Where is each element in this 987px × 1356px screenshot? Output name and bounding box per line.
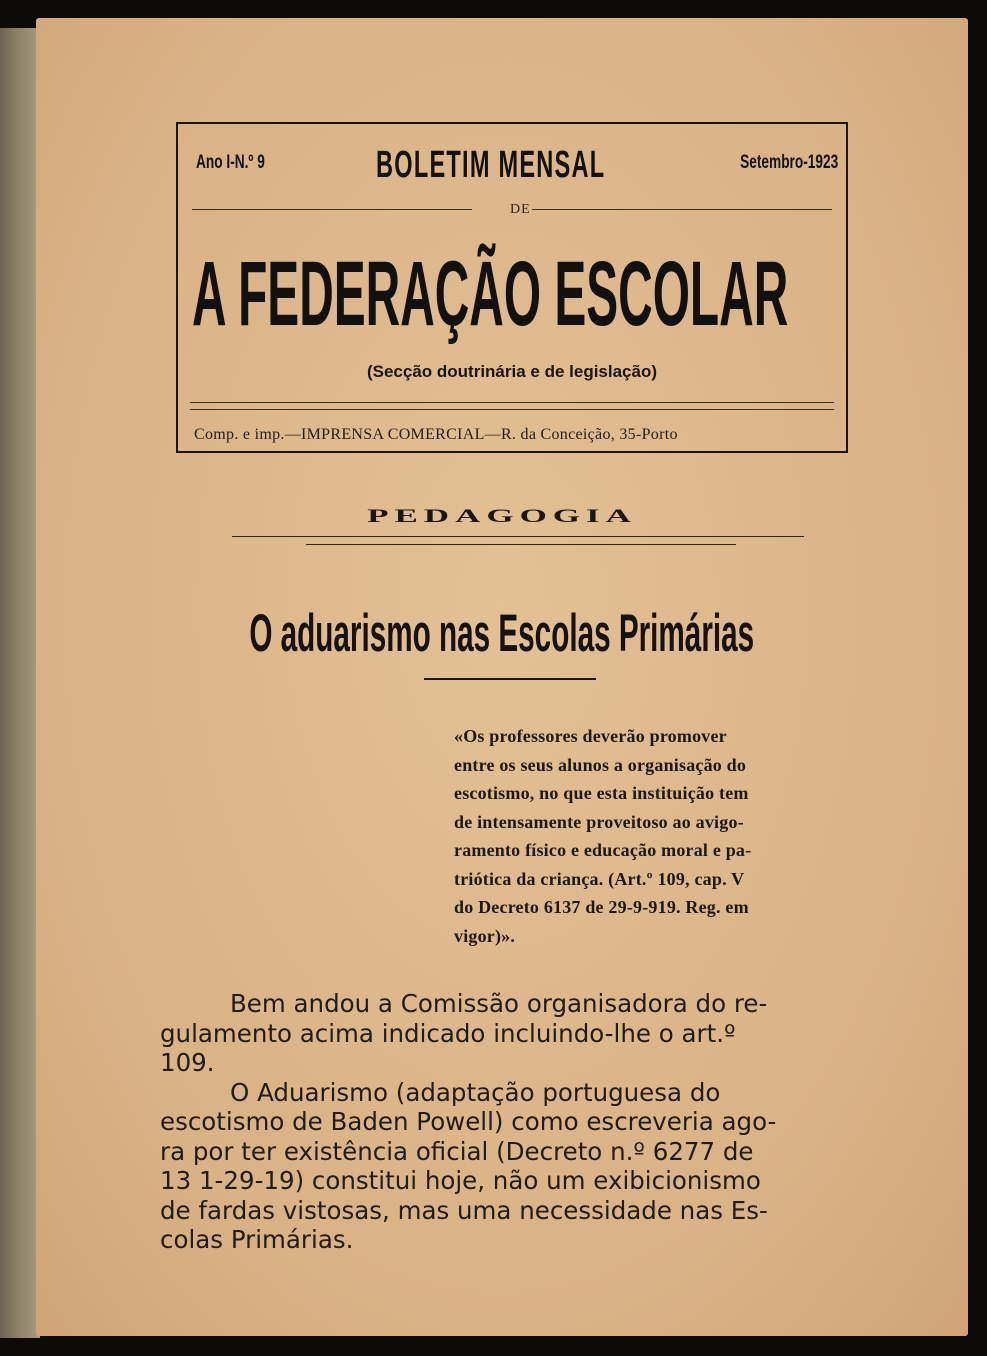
body-line: Bem andou a Comissão organisadora do re- [230,989,768,1018]
masthead-subtitle: (Secção doutrinária e de legislação) [366,362,658,381]
bulletin-title: BOLETIM MENSAL [376,144,606,186]
article-body [160,989,860,1255]
body-line: ra por ter existência oficial (Decreto n.º 6277 de [160,1136,754,1166]
book-spine [0,28,40,1338]
quote-line: «Os professores deverão promover [454,726,727,746]
body-line: 109. [160,1048,215,1077]
divider [190,409,834,410]
body-line: 13 1-29-19) constitui hoje, não um exibicionismo [160,1166,761,1195]
de-label: DE [510,202,531,217]
epigraph-quote [454,722,856,950]
masthead-top-row [188,144,838,184]
section-heading [36,496,968,536]
divider [306,544,736,545]
issue-date: Setembro-1923 [739,152,838,173]
issue-number: Ano I-N.º 9 [196,152,265,173]
body-line: gulamento acima indicado incluindo-lhe o art.º [160,1018,736,1048]
quote-line: de intensamente proveitoso ao avigo- [454,811,744,832]
divider [190,402,834,403]
body-line: de fardas vistosas, mas uma necessidade nas Es- [160,1195,768,1225]
divider [192,209,472,210]
article-headline [36,603,968,664]
body-line: colas Primárias. [160,1225,354,1254]
quote-line: entre os seus alunos a organisação do [454,754,747,775]
federation-title: A FEDERAÇÃO ESCOLAR [192,243,789,345]
headline-text: O aduarismo nas Escolas Primárias [249,604,755,663]
section-title: PEDAGOGIA [367,505,637,527]
masthead-box [176,122,848,453]
body-line: O Aduarismo (adaptação portuguesa do [230,1077,721,1107]
quote-line: vigor)». [454,925,516,946]
de-row [192,202,832,216]
quote-line: ramento físico e educação moral e pa- [454,840,752,860]
quote-line: escotismo, no que esta instituição tem [454,783,749,803]
quote-line: triótica da criança. (Art.º 109, cap. V [454,868,745,889]
printer-line: Comp. e imp.—IMPRENSA COMERCIAL—R. da Conceição, 35-Porto [194,426,678,443]
divider [232,536,804,537]
quote-line: do Decreto 6137 de 29-9-919. Reg. em [454,897,749,917]
divider [532,209,832,210]
document-page [36,18,968,1336]
divider [424,678,596,680]
body-line: escotismo de Baden Powell) como escreveria ago- [160,1107,777,1136]
